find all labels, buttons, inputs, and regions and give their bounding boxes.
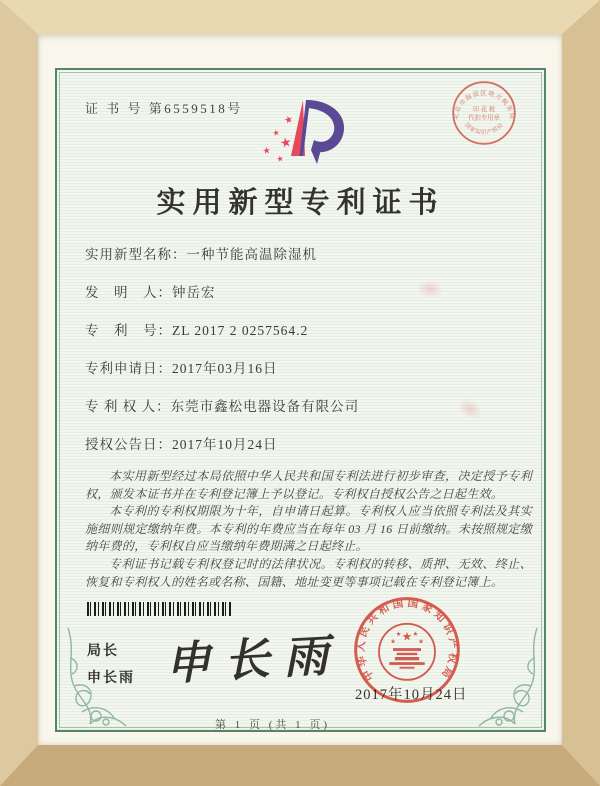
svg-text:印 花 税: 印 花 税 bbox=[472, 105, 496, 113]
ink-smudge bbox=[417, 280, 443, 298]
barcode bbox=[87, 602, 233, 616]
certificate-number: 证 书 号 第6559518号 bbox=[85, 101, 243, 116]
legal-paragraph-3: 专利证书记载专利权登记时的法律状况。专利权的转移、质押、无效、终止、恢复和专利权人的姓名或名称、国籍、地址变更等事项记载在专利登记簿上。 bbox=[85, 556, 532, 589]
legal-paragraph-2: 本专利的专利权期限为十年，自申请日起算。专利权人应当依照专利法及其实施细则规定缴纳年费。本专利的年费应当在每年 03 月 16 日前缴纳。未按照规定缴纳年费的，专利权自应当缴纳年费期满之日起终止。 bbox=[85, 504, 532, 554]
legal-paragraph-1: 本实用新型经过本局依照中华人民共和国专利法进行初步审查，决定授予专利权，颁发本证书并在专利登记簿上予以登记。专利权自授权公告之日起生效。 bbox=[85, 469, 532, 501]
corner-ornament-icon bbox=[473, 624, 545, 728]
field-patent-name: 实用新型名称：一种节能高温除湿机 bbox=[85, 247, 317, 262]
svg-text:★: ★ bbox=[418, 638, 424, 646]
certificate-fields bbox=[85, 246, 516, 474]
certificate-paper bbox=[38, 34, 562, 745]
svg-text:★: ★ bbox=[412, 631, 419, 638]
page-number: 第 1 页 (共 1 页) bbox=[214, 719, 331, 731]
svg-text:★: ★ bbox=[271, 127, 281, 138]
svg-text:★: ★ bbox=[395, 631, 402, 638]
svg-text:★: ★ bbox=[283, 114, 295, 127]
svg-text:★: ★ bbox=[278, 133, 294, 151]
field-inventor: 发 明 人：钟岳宏 bbox=[85, 285, 216, 300]
commissioner-name: 申长雨 bbox=[87, 669, 135, 685]
cnipa-logo-icon bbox=[251, 94, 351, 170]
seal-date: 2017年10月24日 bbox=[355, 687, 468, 703]
certificate-title: 实用新型专利证书 bbox=[156, 187, 445, 219]
svg-text:国家知识产权局: 国家知识产权局 bbox=[463, 122, 505, 137]
legal-text bbox=[85, 468, 532, 591]
commissioner-title: 局长 bbox=[87, 642, 119, 658]
svg-text:★: ★ bbox=[401, 629, 413, 644]
field-filing-date: 专利申请日：2017年03月16日 bbox=[85, 361, 278, 376]
svg-text:★: ★ bbox=[261, 144, 272, 156]
field-grant-date: 授权公告日：2017年10月24日 bbox=[85, 437, 278, 452]
field-patent-number: 专 利 号：ZL 2017 2 0257564.2 bbox=[85, 323, 309, 338]
national-emblem-icon bbox=[379, 624, 435, 680]
commissioner-signature: 申长雨 bbox=[164, 630, 344, 690]
svg-text:★: ★ bbox=[275, 153, 285, 164]
svg-text:★: ★ bbox=[390, 638, 396, 646]
corner-ornament-icon bbox=[60, 624, 132, 728]
national-ip-office-seal bbox=[351, 594, 463, 706]
svg-text:北京市海淀区地方税务局: 北京市海淀区地方税务局 bbox=[452, 89, 516, 121]
svg-text:中华人民共和国国家知识产权局: 中华人民共和国国家知识产权局 bbox=[354, 597, 460, 683]
tax-bureau-seal bbox=[449, 78, 519, 148]
certificate-body bbox=[55, 68, 546, 732]
field-patentee: 专 利 权 人：东莞市鑫松电器设备有限公司 bbox=[85, 399, 360, 414]
svg-text:代扣专用章: 代扣专用章 bbox=[468, 114, 500, 122]
